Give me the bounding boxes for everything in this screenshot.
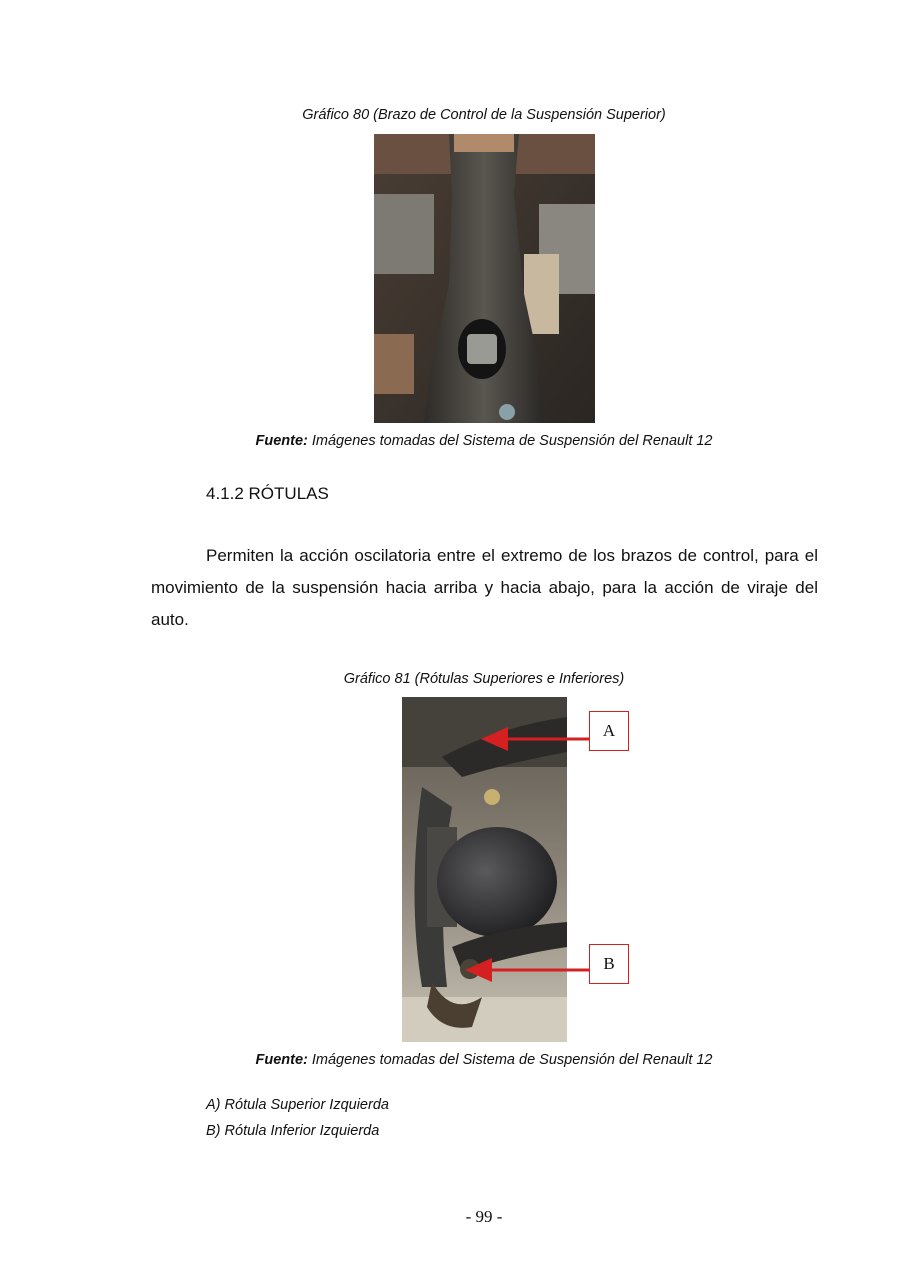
figure-81-caption: Gráfico 81 (Rótulas Superiores e Inferiores) bbox=[343, 671, 625, 687]
source-label: Fuente: bbox=[255, 1052, 308, 1068]
source-text: Imágenes tomadas del Sistema de Suspensión del Renault 12 bbox=[307, 1052, 713, 1068]
label-a-box: A bbox=[589, 711, 629, 751]
section-paragraph: Permiten la acción oscilatoria entre el extremo de los brazos de control, para el movimiento de la suspensión hacia arriba y hacia abajo, para la acción de viraje del auto. bbox=[151, 546, 818, 629]
figure-81-source bbox=[0, 1052, 905, 1068]
figure-80-source bbox=[0, 433, 905, 449]
page-number: - 99 - bbox=[465, 1207, 503, 1226]
source-text: Imágenes tomadas del Sistema de Suspensión del Renault 12 bbox=[307, 433, 713, 449]
legend-item-a: A) Rótula Superior Izquierda bbox=[206, 1097, 389, 1113]
upper-control-arm-photo bbox=[374, 134, 595, 423]
label-b-box: B bbox=[589, 944, 629, 984]
section-heading: 4.1.2 RÓTULAS bbox=[206, 484, 329, 503]
ball-joints-photo bbox=[402, 697, 567, 1042]
source-label: Fuente: bbox=[255, 433, 308, 449]
figure-80-caption: Gráfico 80 (Brazo de Control de la Suspensión Superior) bbox=[302, 107, 666, 123]
legend-item-b: B) Rótula Inferior Izquierda bbox=[206, 1123, 380, 1139]
